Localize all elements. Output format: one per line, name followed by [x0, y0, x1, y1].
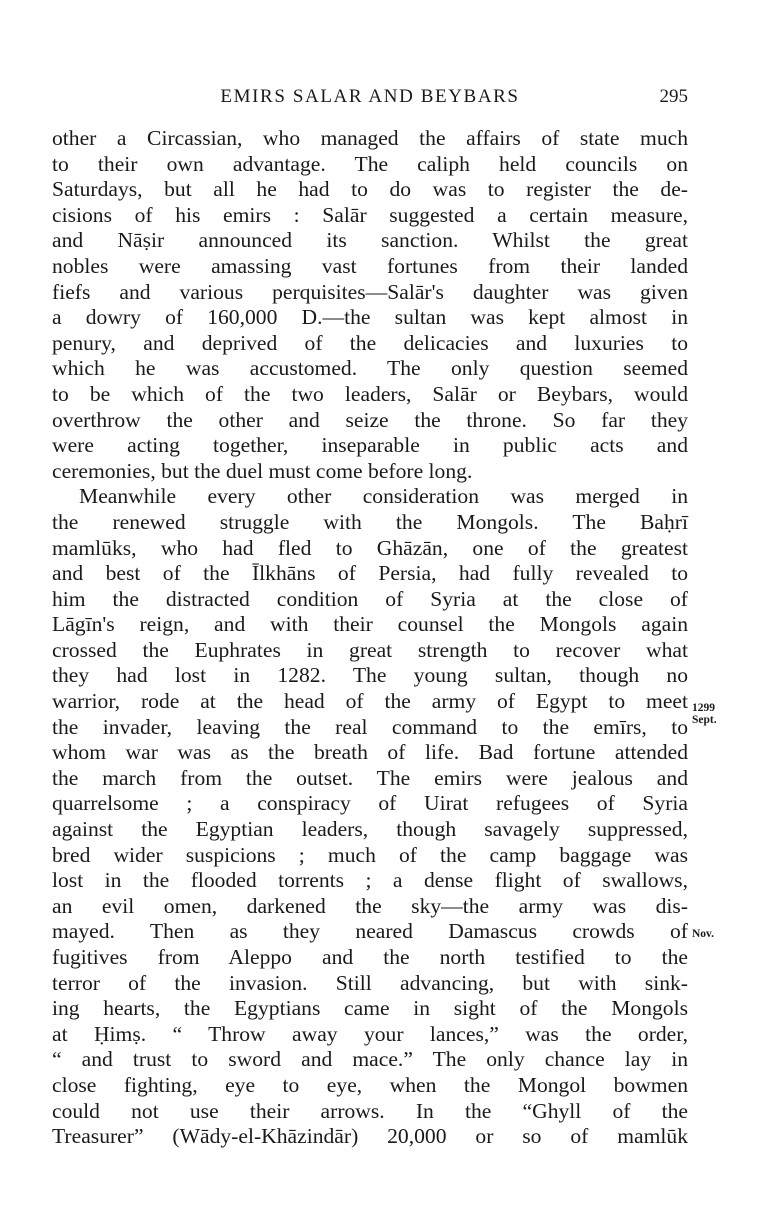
text-line: and best of the Īlkhāns of Persia, had fully revealed to	[52, 561, 688, 586]
text-line: were acting together, inseparable in public acts and	[52, 433, 688, 458]
text-line: him the distracted condition of Syria at the close of	[52, 586, 688, 611]
text-line: mayed. Then as they neared Damascus crowds of	[52, 919, 688, 944]
text-line: and Nāṣir announced its sanction. Whilst the great	[52, 228, 688, 253]
text-line: lost in the flooded torrents ; a dense flight of swallows,	[52, 868, 688, 893]
running-title: EMIRS SALAR AND BEYBARS	[220, 86, 520, 107]
text-line: a dowry of 160,000 D.—the sultan was kept almost in	[52, 305, 688, 330]
text-line: “ and trust to sword and mace.” The only chance lay in	[52, 1047, 688, 1072]
text-line: the march from the outset. The emirs were jealous and	[52, 765, 688, 790]
text-line: they had lost in 1282. The young sultan, though no	[52, 663, 688, 688]
page-header	[52, 86, 688, 116]
text-line: to be which of the two leaders, Salār or Beybars, would	[52, 381, 688, 406]
text-line: Saturdays, but all he had to do was to register the de-	[52, 177, 688, 202]
page-number: 295	[659, 86, 688, 107]
text-line: penury, and deprived of the delicacies and luxuries to	[52, 330, 688, 355]
text-line: close fighting, eye to eye, when the Mongol bowmen	[52, 1072, 688, 1097]
text-line: whom war was as the breath of life. Bad fortune attended	[52, 740, 688, 765]
text-line: other a Circassian, who managed the affairs of state much	[52, 126, 688, 150]
text-line: against the Egyptian leaders, though savagely suppressed,	[52, 817, 688, 842]
text-line: at Ḥimṣ. “ Throw away your lances,” was the order,	[52, 1021, 688, 1046]
text-line: which he was accustomed. The only question seemed	[52, 356, 688, 381]
text-line: crossed the Euphrates in great strength to recover what	[52, 637, 688, 662]
body-text	[52, 126, 688, 1150]
text-line: to their own advantage. The caliph held councils on	[52, 151, 688, 176]
text-line: ing hearts, the Egyptians came in sight of the Mongols	[52, 996, 688, 1021]
text-line: quarrelsome ; a conspiracy of Uirat refugees of Syria	[52, 791, 688, 816]
text-line: ceremonies, but the duel must come before long.	[52, 458, 473, 483]
text-line: could not use their arrows. In the “Ghyll of the	[52, 1098, 688, 1123]
text-line: warrior, rode at the head of the army of Egypt to meet	[52, 689, 688, 714]
text-line: terror of the invasion. Still advancing, but with sink-	[52, 970, 688, 995]
text-line: Lāgīn's reign, and with their counsel the Mongols again	[52, 612, 688, 637]
text-line: the invader, leaving the real command to the emīrs, to	[52, 714, 688, 739]
text-line: the renewed struggle with the Mongols. The Baḥrī	[52, 509, 688, 534]
text-line: fiefs and various perquisites—Salār's daughter was given	[52, 279, 688, 304]
text-line: overthrow the other and seize the throne. So far they	[52, 407, 688, 432]
text-line: Meanwhile every other consideration was merged in	[79, 484, 688, 509]
text-line: fugitives from Aleppo and the north testified to the	[52, 945, 688, 969]
text-line: nobles were amassing vast fortunes from their landed	[52, 253, 688, 278]
text-line: cisions of his emirs : Salār suggested a certain measure,	[52, 202, 688, 227]
margin-note-year: 1299	[692, 702, 715, 714]
text-line: Treasurer” (Wādy-el-Khāzindār) 20,000 or so of mamlūk	[52, 1124, 688, 1149]
text-line: an evil omen, darkened the sky—the army was dis-	[52, 893, 688, 918]
text-line: mamlūks, who had fled to Ghāzān, one of the greatest	[52, 535, 688, 560]
margin-note-sept: Sept.	[692, 714, 717, 726]
text-line: bred wider suspicions ; much of the camp baggage was	[52, 842, 688, 867]
margin-note-nov: Nov.	[692, 928, 715, 940]
